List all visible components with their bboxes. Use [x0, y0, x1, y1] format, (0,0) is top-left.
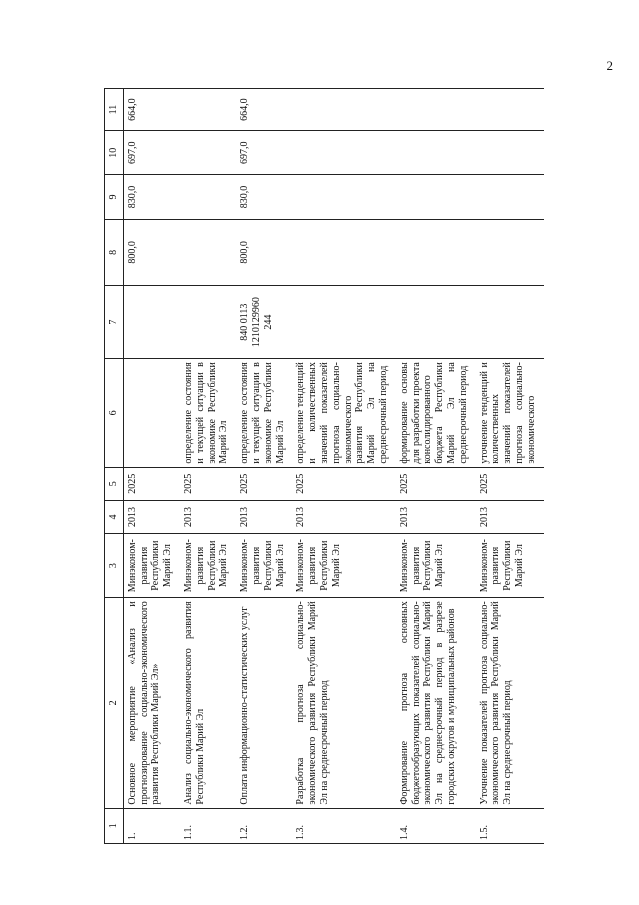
start-year: 2013	[292, 500, 395, 533]
value-col-10	[476, 131, 544, 175]
budget-code	[396, 286, 476, 359]
value-col-8	[396, 219, 476, 285]
expected-result: формирование основы для разработки проекта консолидированного бюджета Республики Марий Эл на среднесрочный период	[396, 359, 476, 467]
value-col-8	[476, 219, 544, 285]
activity-name: Разработка прогноза социально-экономического развития Республики Марий Эл на среднесрочный период	[292, 598, 395, 808]
executor: Минэконом-развития Республики Марий Эл	[123, 534, 180, 598]
start-year: 2013	[476, 500, 544, 533]
value-col-8	[292, 219, 395, 285]
expected-result: определение тенденций и количественных значений показателей прогноза социально-экономического развития Республики Марий Эл на среднесрочный период	[292, 359, 395, 467]
row-number: 1.1.	[180, 808, 236, 843]
activity-name: Основное мероприятие «Анализ и прогнозирование социально-экономического развития Республики Марий Эл»	[123, 598, 180, 808]
table-row	[123, 89, 180, 844]
page-number: 2	[606, 58, 613, 73]
budget-code	[180, 286, 236, 359]
budget-code	[123, 286, 180, 359]
executor: Минэконом-развития Республики Марий Эл	[180, 534, 236, 598]
table-row	[292, 89, 395, 844]
value-col-10	[396, 131, 476, 175]
value-col-8	[180, 219, 236, 285]
start-year: 2013	[180, 500, 236, 533]
header-cell: 10	[105, 131, 124, 175]
row-number: 1.3.	[292, 808, 395, 843]
executor: Минэконом-развития Республики Марий Эл	[396, 534, 476, 598]
end-year: 2025	[476, 467, 544, 500]
header-cell: 2	[105, 598, 124, 808]
header-cell: 5	[105, 467, 124, 500]
value-col-9	[396, 175, 476, 219]
value-col-11: 664,0	[236, 89, 292, 131]
activity-name: Уточнение показателей прогноза социально-экономического развития Республики Марий Эл на среднесрочный период	[476, 598, 544, 808]
header-cell: 9	[105, 175, 124, 219]
value-col-9: 830,0	[123, 175, 180, 219]
activity-name: Оплата информационно-статистических услуг	[236, 598, 292, 808]
row-number: 1.2.	[236, 808, 292, 843]
table-row	[476, 89, 544, 844]
header-cell: 7	[105, 286, 124, 359]
budget-code	[292, 286, 395, 359]
value-col-9	[292, 175, 395, 219]
expected-result: определение состояния и текущей ситуации в экономике Республики Марий Эл	[180, 359, 236, 467]
value-col-9	[180, 175, 236, 219]
expected-result	[123, 359, 180, 467]
program-activities-table	[104, 88, 544, 844]
budget-code: 840 0113 1210129960 244	[236, 286, 292, 359]
executor: Минэконом-развития Республики Марий Эл	[236, 534, 292, 598]
header-cell: 6	[105, 359, 124, 467]
header-cell: 11	[105, 89, 124, 131]
value-col-11: 664,0	[123, 89, 180, 131]
activity-name: Формирование прогноза основных бюджетообразующих показателей социально-экономического развития Республики Марий Эл на среднесрочный период в разрезе городских округов и муниципальных районов	[396, 598, 476, 808]
value-col-11	[180, 89, 236, 131]
end-year: 2025	[180, 467, 236, 500]
expected-result: уточнение тенденций и количественных значений показателей прогноза социально-экономического	[476, 359, 544, 467]
table-row	[180, 89, 236, 844]
header-cell: 8	[105, 219, 124, 285]
value-col-9	[476, 175, 544, 219]
rotated-table-container	[104, 88, 562, 844]
row-number: 1.4.	[396, 808, 476, 843]
expected-result: определение состояния и текущей ситуации в экономике Республики Марий Эл	[236, 359, 292, 467]
end-year: 2025	[236, 467, 292, 500]
value-col-10: 697,0	[123, 131, 180, 175]
end-year: 2025	[292, 467, 395, 500]
header-cell: 4	[105, 500, 124, 533]
table-row	[396, 89, 476, 844]
value-col-11	[476, 89, 544, 131]
table-header-row	[105, 89, 124, 844]
budget-code	[476, 286, 544, 359]
activity-name: Анализ социально-экономического развития Республики Марий Эл	[180, 598, 236, 808]
value-col-10	[292, 131, 395, 175]
header-cell: 3	[105, 534, 124, 598]
header-cell: 1	[105, 808, 124, 843]
value-col-10	[180, 131, 236, 175]
value-col-11	[396, 89, 476, 131]
table-row	[236, 89, 292, 844]
value-col-10: 697,0	[236, 131, 292, 175]
value-col-8: 800,0	[123, 219, 180, 285]
value-col-11	[292, 89, 395, 131]
executor: Минэконом-развития Республики Марий Эл	[476, 534, 544, 598]
start-year: 2013	[396, 500, 476, 533]
start-year: 2013	[123, 500, 180, 533]
start-year: 2013	[236, 500, 292, 533]
value-col-9: 830,0	[236, 175, 292, 219]
row-number: 1.	[123, 808, 180, 843]
end-year: 2025	[123, 467, 180, 500]
end-year: 2025	[396, 467, 476, 500]
executor: Минэконом-развития Республики Марий Эл	[292, 534, 395, 598]
row-number: 1.5.	[476, 808, 544, 843]
value-col-8: 800,0	[236, 219, 292, 285]
